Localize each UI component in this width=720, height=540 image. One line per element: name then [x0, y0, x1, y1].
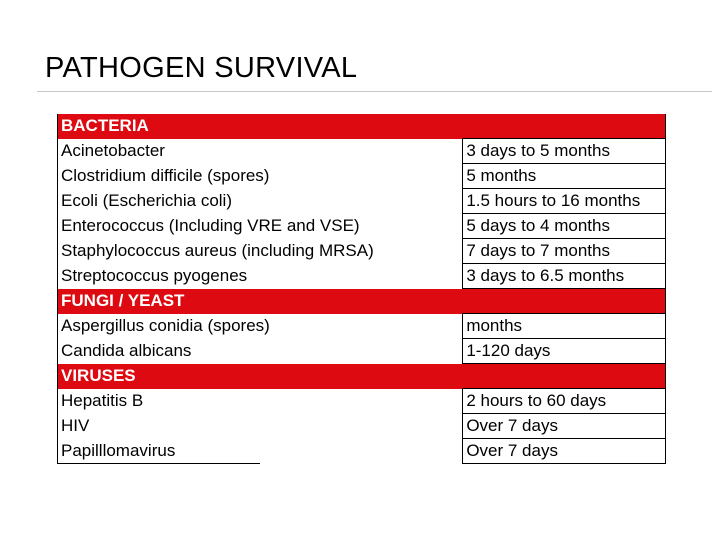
pathogen-name-cell: Aspergillus conidia (spores) — [58, 314, 261, 339]
pathogen-name-cell: HIV — [58, 414, 261, 439]
table-row — [58, 239, 666, 264]
pathogen-name-cell: Enterococcus (Including VRE and VSE) — [58, 214, 261, 239]
section-heading: BACTERIA — [58, 114, 666, 139]
column-gap — [260, 439, 463, 464]
table-row — [58, 264, 666, 289]
table-row — [58, 339, 666, 364]
survival-time-cell: 3 days to 6.5 months — [463, 264, 666, 289]
pathogen-name-cell: Clostridium difficile (spores) — [58, 164, 261, 189]
table-row — [58, 414, 666, 439]
column-gap — [260, 189, 463, 214]
pathogen-name-cell: Acinetobacter — [58, 139, 261, 164]
column-gap — [260, 314, 463, 339]
table-row — [58, 389, 666, 414]
survival-time-cell: Over 7 days — [463, 439, 666, 464]
survival-time-cell: 2 hours to 60 days — [463, 389, 666, 414]
column-gap — [260, 164, 463, 189]
pathogen-survival-table — [57, 114, 666, 464]
section-heading: VIRUSES — [58, 364, 666, 389]
table-row — [58, 164, 666, 189]
survival-time-cell: months — [463, 314, 666, 339]
table-row — [58, 439, 666, 464]
table-body — [58, 114, 666, 464]
table-row — [58, 314, 666, 339]
survival-time-cell: 5 months — [463, 164, 666, 189]
section-heading: FUNGI / YEAST — [58, 289, 666, 314]
survival-time-cell: 3 days to 5 months — [463, 139, 666, 164]
column-gap — [260, 414, 463, 439]
column-gap — [260, 264, 463, 289]
pathogen-name-cell: Staphylococcus aureus (including MRSA) — [58, 239, 261, 264]
table-row — [58, 214, 666, 239]
pathogen-name-cell: Hepatitis B — [58, 389, 261, 414]
pathogen-name-cell: Candida albicans — [58, 339, 261, 364]
column-gap — [260, 339, 463, 364]
survival-time-cell: 7 days to 7 months — [463, 239, 666, 264]
survival-time-cell: Over 7 days — [463, 414, 666, 439]
table-row — [58, 139, 666, 164]
column-gap — [260, 139, 463, 164]
title-divider — [37, 91, 712, 92]
pathogen-name-cell: Papilllomavirus — [58, 439, 261, 464]
table-row — [58, 189, 666, 214]
section-header-row — [58, 289, 666, 314]
pathogen-name-cell: Streptococcus pyogenes — [58, 264, 261, 289]
survival-time-cell: 1-120 days — [463, 339, 666, 364]
section-header-row — [58, 364, 666, 389]
slide-title: PATHOGEN SURVIVAL — [45, 52, 358, 84]
section-header-row — [58, 114, 666, 139]
column-gap — [260, 389, 463, 414]
survival-time-cell: 1.5 hours to 16 months — [463, 189, 666, 214]
pathogen-name-cell: Ecoli (Escherichia coli) — [58, 189, 261, 214]
survival-time-cell: 5 days to 4 months — [463, 214, 666, 239]
